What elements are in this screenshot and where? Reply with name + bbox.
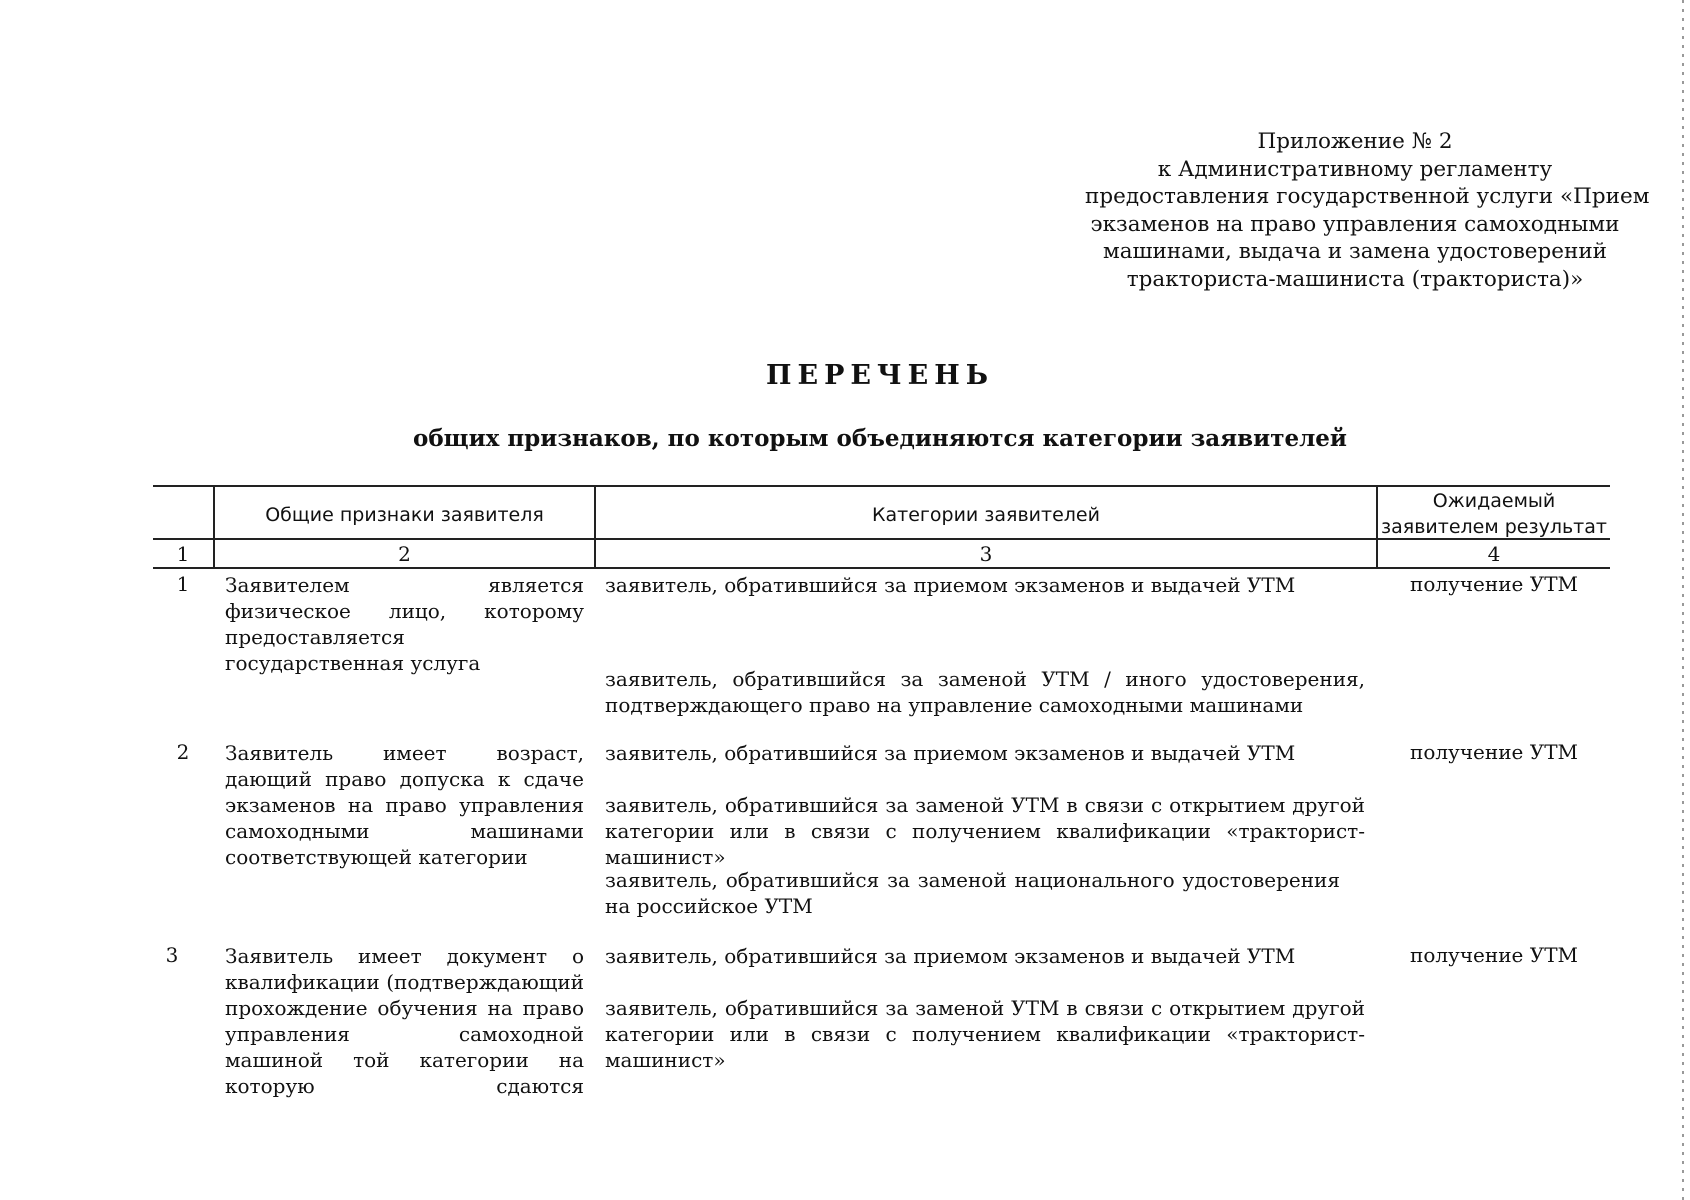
header-result-line: Ожидаемый — [1432, 490, 1556, 512]
row-category: заявитель, обратившийся за приемом экзаменов и выдачей УТМ — [605, 944, 1296, 968]
row-result: получение УТМ — [1409, 572, 1579, 596]
appendix-line: тракториста-машиниста (тракториста)» — [1126, 266, 1584, 292]
appendix-line: предоставления государственной услуги «Прием — [1085, 184, 1650, 209]
row-category: заявитель, обратившийся за заменой УТМ в связи с открытием другой категории или в связи с получением квалификации «тракторист-машинист» — [605, 793, 1365, 869]
row-result: получение УТМ — [1409, 740, 1579, 764]
row-number: 3 — [165, 943, 179, 967]
appendix-line: Приложение № 2 — [1257, 129, 1453, 154]
row-number: 1 — [176, 572, 190, 596]
row-category: заявитель, обратившийся за приемом экзаменов и выдачей УТМ — [605, 573, 1296, 597]
row-feature: Заявителем является физическое лицо, которому предоставляется государственная услуга — [225, 573, 584, 675]
row-feature: Заявитель имеет возраст, дающий право допуска к сдаче экзаменов на право управления самоходными машинами соответствующей категории — [225, 741, 584, 869]
table-number-border — [153, 567, 1610, 569]
row-feature: Заявитель имеет документ о квалификации (подтверждающий прохождение обучения на право управления самоходной машиной той категории на которую сдаются — [225, 944, 584, 1098]
table-top-border — [153, 485, 1610, 487]
appendix-line: машинами, выдача и замена удостоверений — [1102, 239, 1608, 264]
header-result — [1378, 488, 1610, 540]
row-result: получение УТМ — [1409, 943, 1579, 967]
column-number: 3 — [979, 542, 993, 566]
document-title: ПЕРЕЧЕНЬ — [766, 360, 994, 391]
appendix-line: экзаменов на право управления самоходными — [1090, 211, 1620, 237]
document-subtitle: общих признаков, по которым объединяются категории заявителей — [413, 425, 1347, 452]
row-category: заявитель, обратившийся за заменой национального удостоверения на российское УТМ — [605, 868, 1340, 918]
column-number: 1 — [176, 542, 190, 566]
column-number: 4 — [1487, 542, 1501, 566]
row-category: заявитель, обратившийся за приемом экзаменов и выдачей УТМ — [605, 741, 1296, 765]
header-result-line: заявителем результат — [1381, 516, 1607, 538]
scan-edge-artifact — [1682, 0, 1684, 1200]
row-number: 2 — [176, 740, 190, 764]
appendix-header — [1085, 128, 1650, 293]
row-category: заявитель, обратившийся за заменой УТМ в связи с открытием другой категории или в связи с получением квалификации «тракторист-машинист» — [605, 996, 1365, 1072]
row-category: заявитель, обратившийся за заменой УТМ / иного удостоверения, подтверждающего право на управление самоходными машинами — [605, 667, 1365, 717]
header-features: Общие признаки заявителя — [265, 504, 544, 526]
column-number: 2 — [398, 542, 411, 566]
header-categories: Категории заявителей — [872, 504, 1100, 526]
appendix-line: к Административному регламенту — [1157, 156, 1553, 182]
